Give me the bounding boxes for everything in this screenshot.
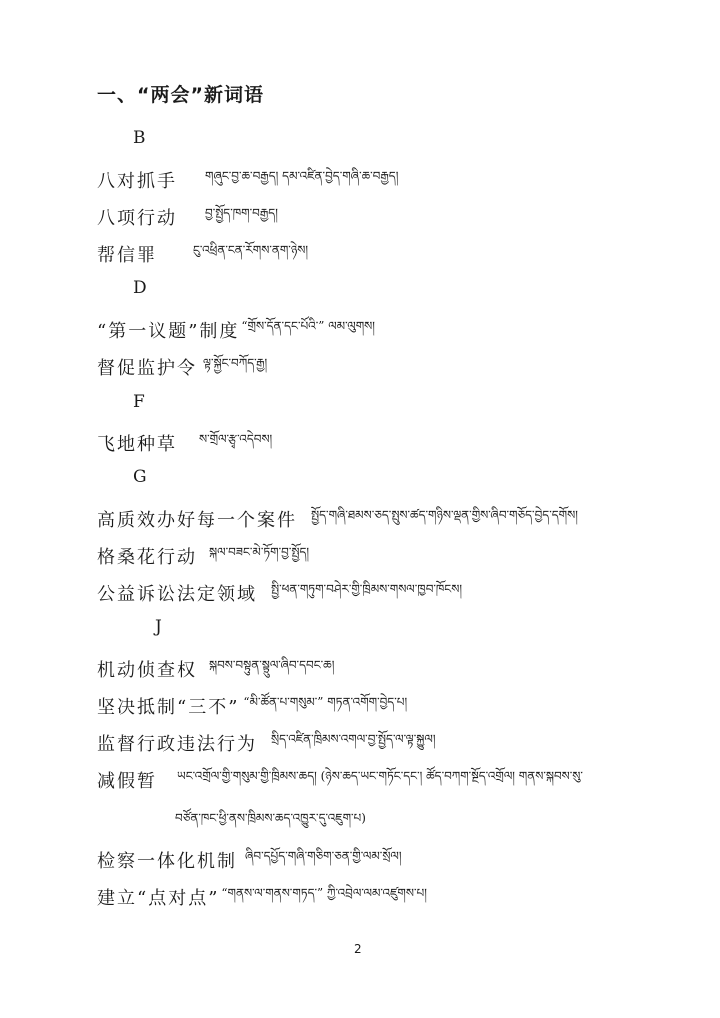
entry-chinese: 坚决抵制“三不” <box>97 697 240 718</box>
entry-chinese: 八对抓手 <box>97 171 177 192</box>
glossary-entry <box>97 313 375 347</box>
entry-tibetan: “གནས་ལ་གནས་གཏད་” ཀྱི་འབྲེལ་ལམ་འཛུགས་པ། <box>221 886 427 900</box>
entry-chinese: 公益诉讼法定领域 <box>97 584 257 605</box>
letter-header-j: J <box>155 617 162 637</box>
glossary-entry <box>97 502 578 536</box>
glossary-entry <box>97 576 462 610</box>
glossary-entry <box>97 200 278 234</box>
glossary-entry <box>97 843 402 877</box>
entry-tibetan: “གྲོས་དོན་དང་པོའི་” ལམ་ལུགས། <box>241 319 375 333</box>
entry-chinese: 机动侦查权 <box>97 660 197 681</box>
page-number: 2 <box>354 942 362 956</box>
entry-chinese: 八项行动 <box>97 208 177 229</box>
glossary-entry <box>97 763 583 797</box>
glossary-entry <box>97 237 308 271</box>
entry-tibetan: ངུ་འཕྲིན་ངན་རོགས་ནག་ཉེས། <box>193 243 309 257</box>
glossary-entry <box>97 652 334 686</box>
entry-chinese: 监督行政违法行为 <box>97 734 257 755</box>
entry-chinese: 高质效办好每一个案件 <box>97 510 297 531</box>
entry-tibetan: “མི་ཚོན་པ་གསུམ་” གཏན་འགོག་བྱེད་པ། <box>243 695 408 709</box>
glossary-entry <box>97 726 436 760</box>
entry-tibetan: སྤྱི་ཕན་གཏུག་བཤེར་གྱི་ཁྲིམས་གསལ་ཁྱབ་ཁོངས། <box>271 582 462 596</box>
entry-tibetan: ས་གྲོལ་རྩྭ་འདེབས། <box>199 432 273 446</box>
glossary-entry <box>97 539 309 573</box>
entry-chinese: 检察一体化机制 <box>97 851 237 872</box>
entry-tibetan: བྱ་སྤྱོད་ཁག་བརྒྱད། <box>205 206 278 220</box>
entry-chinese: 督促监护令 <box>97 358 197 379</box>
glossary-entry <box>97 350 267 384</box>
section-heading: 一、“两会”新词语 <box>97 84 264 106</box>
entry-tibetan-continuation: བཙོན་ཁང་ཕྱི་ནས་ཁྲིམས་ཆད་འཁྱུར་དུ་འཇུག་པ) <box>175 811 366 825</box>
entry-tibetan: ཡང་འགྲོལ་གྱི་གསུམ་གྱི་ཁྲིམས་ཆད། (ཉེས་ཆད་ཡང་གཏོང་དང་། ཚོད་བཀག་སྔོད་འགྲོལ། གནས་སྐབས་སུ་ <box>177 769 583 783</box>
glossary-entry <box>97 689 407 723</box>
entry-chinese: 减假暂 <box>97 771 157 792</box>
entry-chinese: 飞地种草 <box>97 434 177 455</box>
entry-tibetan: ཞིབ་དཔྱོད་གཞི་གཅིག་ཅན་གྱི་ལམ་སྲོལ། <box>245 849 402 863</box>
entry-tibetan: སྐབས་བསྟུན་སྟྲུལ་ཞིབ་དབང་ཆ། <box>209 658 335 672</box>
letter-header-d: D <box>133 278 147 298</box>
glossary-entry <box>97 163 398 197</box>
letter-header-b: B <box>133 128 146 148</box>
entry-tibetan: སྲིད་འཛིན་ཁྲིམས་འགལ་བྱ་སྤྱོད་ལ་ལྟ་སྐྱུལ། <box>271 732 436 746</box>
entry-chinese: “第一议题”制度 <box>97 321 240 342</box>
glossary-entry <box>97 880 427 914</box>
letter-header-f: F <box>133 392 145 412</box>
entry-tibetan: སྤྱོད་གཞི་ཐམས་ཅད་སྤུས་ཚད་གཉིས་ལྡན་གྱིས་ཞིབ་གཅོད་བྱེད་དགོས། <box>311 508 578 522</box>
entry-chinese: 帮信罪 <box>97 245 157 266</box>
entry-chinese: 格桑花行动 <box>97 547 197 568</box>
glossary-entry <box>97 426 272 460</box>
letter-header-g: G <box>133 467 147 487</box>
entry-tibetan: གཞུང་བྱ་ཆ་བརྒྱད། དམ་འཛིན་བྱེད་གཞི་ཆ་བརྒྱད། <box>205 169 399 183</box>
entry-tibetan: ལྟ་སྐྱོང་བཀོད་རྒྱ། <box>203 356 268 370</box>
entry-tibetan: སྐལ་བཟང་མེ་ཏོག་བྱ་སྤྱོད། <box>209 545 310 559</box>
entry-chinese: 建立“点对点” <box>97 888 220 909</box>
